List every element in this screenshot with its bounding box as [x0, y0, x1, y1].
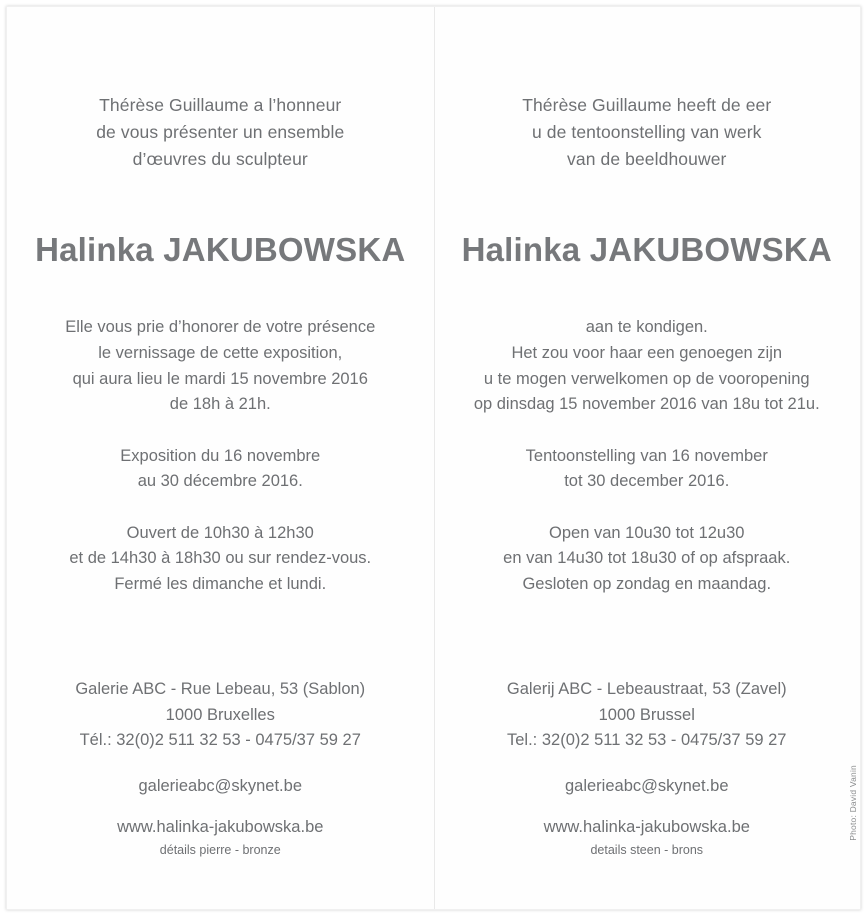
dutch-column	[434, 7, 861, 909]
french-artist-name: Halinka JAKUBOWSKA	[35, 231, 406, 269]
dutch-contact-block	[434, 677, 861, 841]
dutch-email-link[interactable]: galerieabc@skynet.be	[564, 776, 729, 795]
french-invitation-line-3: qui aura lieu le mardi 15 novembre 2016	[72, 369, 368, 388]
dutch-intro	[462, 92, 833, 173]
dutch-artist-name: Halinka JAKUBOWSKA	[461, 231, 832, 269]
french-exhibition-dates	[35, 444, 406, 495]
dutch-opening-hours	[462, 521, 833, 598]
french-intro-line-3: d’œuvres du sculpteur	[132, 149, 308, 170]
dutch-hours-line-3: Gesloten op zondag en maandag.	[522, 574, 772, 593]
french-hours-line-1: Ouvert de 10h30 à 12h30	[126, 523, 314, 542]
dutch-invitation	[462, 315, 833, 417]
dutch-hours-line-1: Open van 10u30 tot 12u30	[549, 523, 745, 542]
dutch-hours-line-2: en van 14u30 tot 18u30 of op afspraak.	[503, 549, 791, 568]
french-intro	[35, 92, 406, 173]
dutch-exhibition-dates	[462, 444, 833, 495]
french-gallery-line-1: Galerie ABC - Rue Lebeau, 53 (Sablon)	[75, 680, 366, 698]
photo-credit: Photo: David Vanin	[848, 765, 858, 841]
french-exhibition-line-1: Exposition du 16 novembre	[120, 446, 321, 465]
french-website-link[interactable]: www.halinka-jakubowska.be	[117, 818, 324, 837]
dutch-gallery-line-1: Galerij ABC - Lebeaustraat, 53 (Zavel)	[506, 680, 787, 698]
dutch-exhibition-line-1: Tentoonstelling van 16 november	[525, 446, 768, 465]
dutch-invitation-line-2: Het zou voor haar een genoegen zijn	[511, 343, 783, 362]
dutch-invitation-line-3: u te mogen verwelkomen op de vooropening	[483, 369, 810, 388]
dutch-website-link[interactable]: www.halinka-jakubowska.be	[543, 818, 750, 837]
french-gallery-line-3: Tél.: 32(0)2 511 32 53 - 0475/37 59 27	[79, 731, 361, 750]
french-invitation	[35, 315, 406, 417]
french-invitation-line-4: de 18h à 21h.	[169, 395, 271, 414]
dutch-gallery-line-3: Tel.: 32(0)2 511 32 53 - 0475/37 59 27	[507, 731, 787, 750]
french-opening-hours	[35, 521, 406, 598]
french-contact-block	[7, 677, 434, 841]
dutch-intro-line-2: u de tentoonstelling van werk	[531, 122, 762, 143]
french-gallery-line-2: 1000 Bruxelles	[165, 705, 275, 724]
dutch-exhibition-line-2: tot 30 december 2016.	[564, 472, 730, 491]
french-exhibition-line-2: au 30 décembre 2016.	[137, 472, 303, 491]
dutch-gallery-line-2: 1000 Brussel	[598, 705, 695, 724]
french-hours-line-2: et de 14h30 à 18h30 ou sur rendez-vous.	[69, 549, 372, 568]
dutch-image-caption: details steen - brons	[590, 843, 704, 857]
dutch-invitation-line-4: op dinsdag 15 november 2016 van 18u tot 21u.	[473, 395, 820, 414]
dutch-invitation-line-1: aan te kondigen.	[585, 318, 708, 337]
dutch-intro-line-3: van de beeldhouwer	[567, 149, 727, 170]
french-column	[7, 7, 434, 909]
french-intro-line-2: de vous présenter un ensemble	[96, 122, 345, 143]
french-hours-line-3: Fermé les dimanche et lundi.	[114, 574, 327, 593]
dutch-intro-line-1: Thérèse Guillaume heeft de eer	[522, 95, 772, 115]
french-image-caption: détails pierre - bronze	[159, 843, 281, 857]
bilingual-columns	[7, 7, 860, 909]
french-invitation-line-2: le vernissage de cette exposition,	[98, 343, 343, 362]
french-intro-line-1: Thérèse Guillaume a l’honneur	[99, 95, 342, 115]
french-invitation-line-1: Elle vous prie d’honorer de votre présence	[65, 318, 376, 337]
invitation-card	[6, 6, 861, 910]
french-email-link[interactable]: galerieabc@skynet.be	[138, 776, 302, 795]
